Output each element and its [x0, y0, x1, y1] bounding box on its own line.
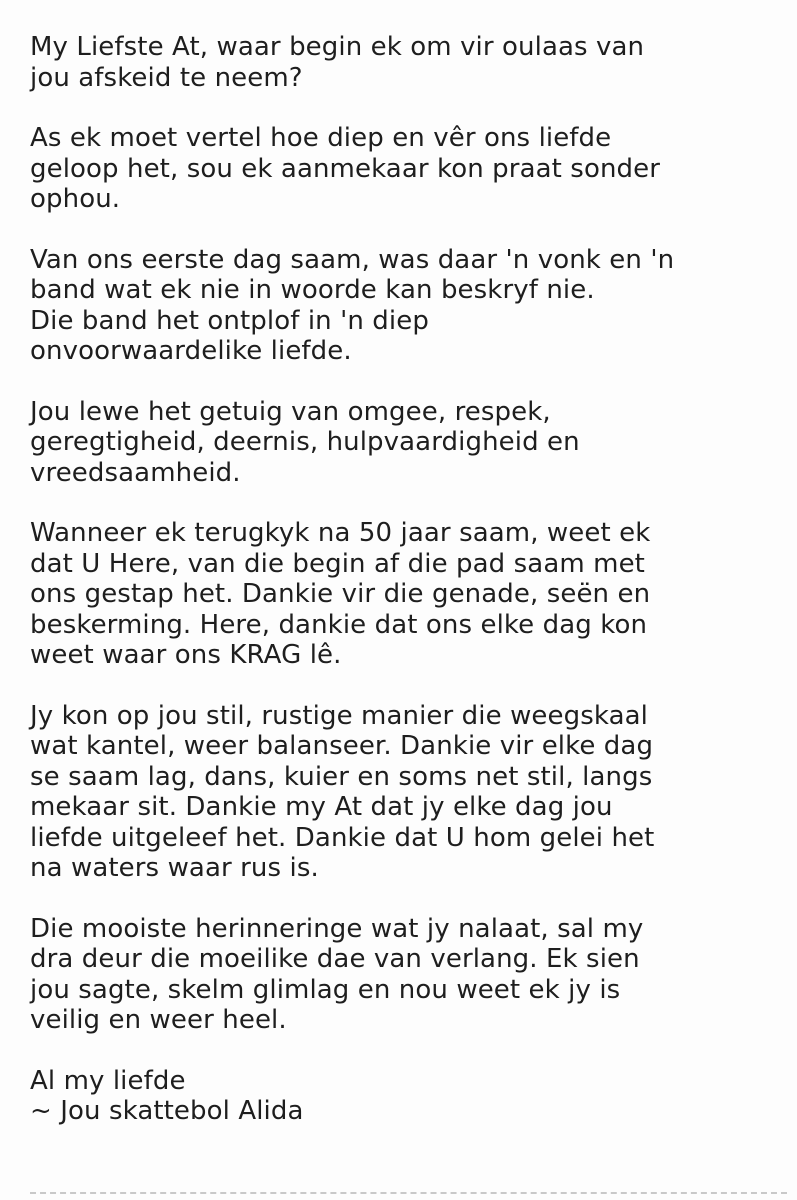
text-line: veilig en weer heel.: [30, 1005, 287, 1035]
closing-line: Al my liefde: [30, 1065, 186, 1096]
text-line: dat U Here, van die begin af die pad saam met: [30, 548, 645, 579]
text-line: se saam lag, dans, kuier en soms net stil, langs: [30, 761, 653, 792]
text-line: onvoorwaardelike liefde.: [30, 336, 352, 366]
text-line: dra deur die moeilike dae van verlang. Ek sien: [30, 944, 640, 974]
text-line: ophou.: [30, 184, 121, 214]
text-line: Jy kon op jou stil, rustige manier die weegskaal: [30, 700, 648, 731]
paragraph-greeting: [30, 32, 780, 93]
text-line: wat kantel, weer balanseer. Dankie vir elke dag: [30, 731, 654, 761]
text-line: ons gestap het. Dankie vir die genade, seën en: [30, 579, 651, 609]
paragraph-first-day: [30, 245, 780, 367]
text-line: Van ons eerste dag saam, was daar 'n vonk en 'n: [30, 244, 675, 275]
text-line: geloop het, sou ek aanmekaar kon praat sonder: [30, 153, 661, 184]
paragraph-balance: [30, 701, 780, 884]
text-line: jou afskeid te neem?: [30, 62, 303, 93]
page-bottom-rule: [30, 1192, 787, 1194]
text-line: As ek moet vertel hoe diep en vêr ons liefde: [30, 123, 612, 153]
text-line: band wat ek nie in woorde kan beskryf nie.: [30, 275, 595, 305]
paragraph-fifty-years: [30, 518, 780, 671]
text-line: Die mooiste herinneringe wat jy nalaat, sal my: [30, 913, 644, 944]
paragraph-life-testimony: [30, 397, 780, 489]
text-line: vreedsaamheid.: [30, 457, 241, 488]
text-line: beskerming. Here, dankie dat ons elke dag kon: [30, 609, 648, 640]
text-line: jou sagte, skelm glimlag en nou weet ek jy is: [30, 974, 621, 1005]
text-line: Wanneer ek terugkyk na 50 jaar saam, weet ek: [30, 518, 651, 548]
closing-signature: [30, 1066, 780, 1127]
paragraph-love-depth: [30, 123, 780, 215]
text-line: My Liefste At, waar begin ek om vir oulaas van: [30, 32, 645, 62]
text-line: geregtigheid, deernis, hulpvaardigheid en: [30, 427, 580, 457]
text-line: mekaar sit. Dankie my At dat jy elke dag jou: [30, 792, 613, 822]
signature-line: ~ Jou skattebol Alida: [30, 1096, 304, 1126]
text-line: liefde uitgeleef het. Dankie dat U hom gelei het: [30, 822, 655, 853]
text-line: Jou lewe het getuig van omgee, respek,: [30, 396, 551, 427]
text-line: weet waar ons KRAG lê.: [30, 640, 342, 670]
paragraph-memories: [30, 914, 780, 1036]
letter-body: [30, 32, 780, 1127]
text-line: Die band het ontplof in 'n diep: [30, 305, 429, 336]
text-line: na waters waar rus is.: [30, 853, 319, 883]
